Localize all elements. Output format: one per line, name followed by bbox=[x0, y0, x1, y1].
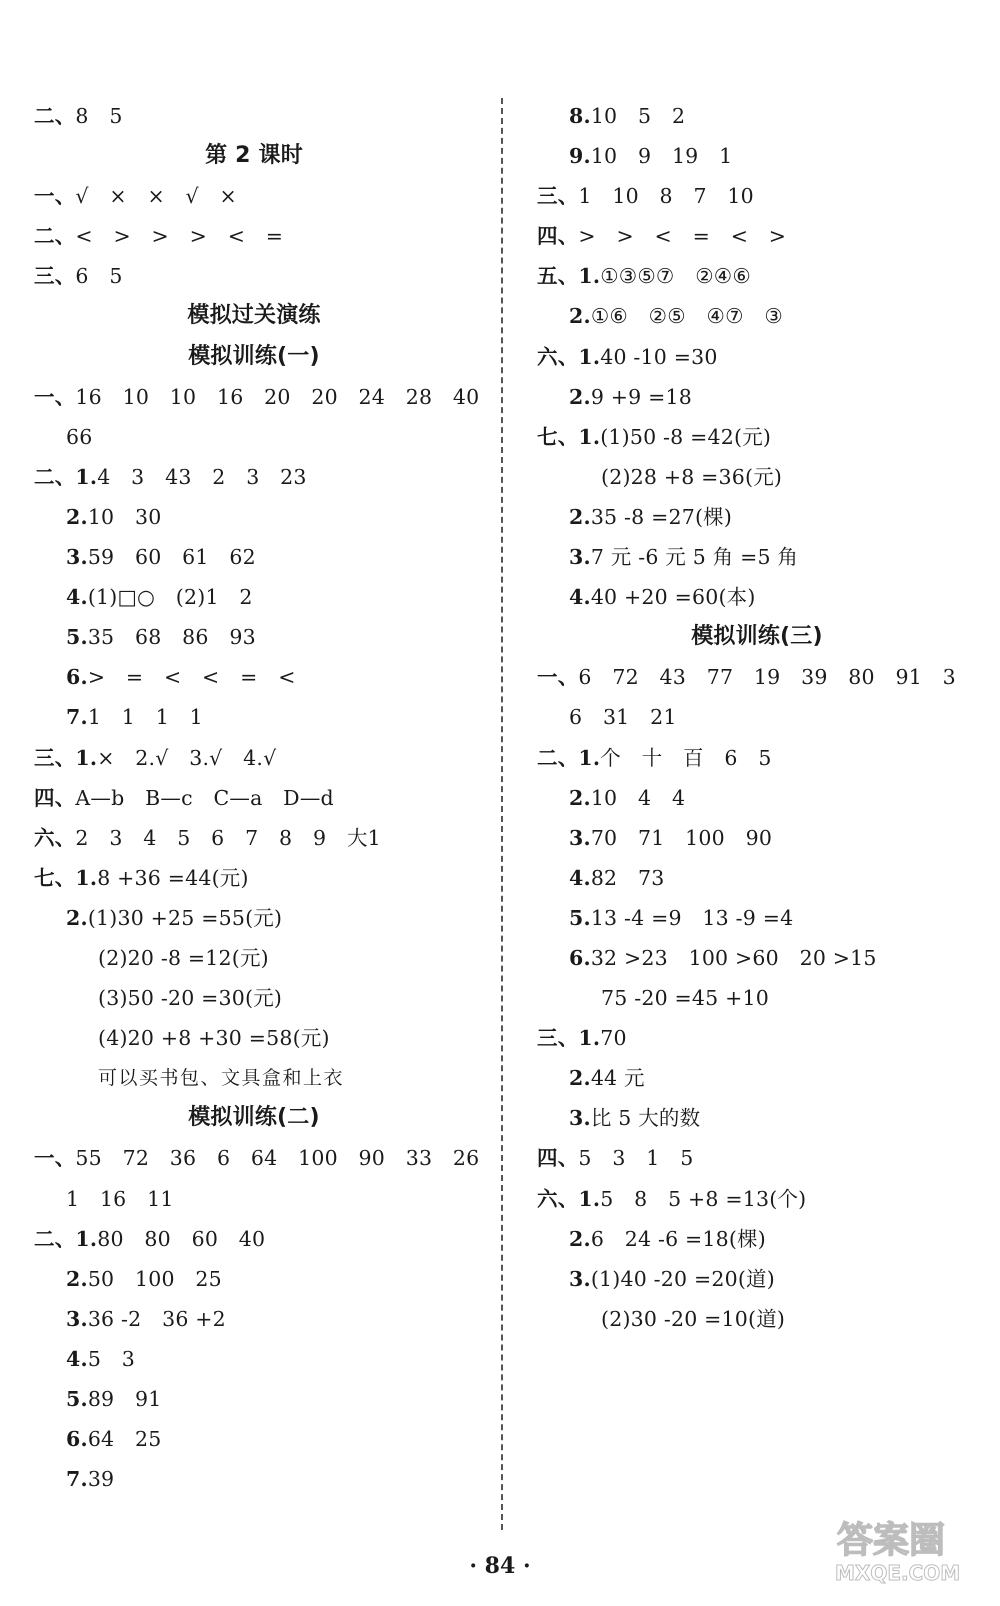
answer-line bbox=[537, 96, 977, 136]
answer-line bbox=[537, 1098, 977, 1138]
question-number: 6. bbox=[66, 1427, 88, 1452]
answer-text: 5 3 bbox=[87, 1346, 135, 1371]
answer-line bbox=[537, 577, 977, 617]
answer-text: 66 bbox=[66, 424, 93, 449]
question-number: 五、1. bbox=[537, 264, 601, 289]
answer-text: 40 +20 =60(本) bbox=[590, 585, 756, 610]
answer-line bbox=[34, 497, 474, 537]
answer-line bbox=[34, 657, 474, 697]
answer-text: A—b B—c C—a D—d bbox=[75, 785, 334, 810]
question-number: 二、1. bbox=[537, 745, 601, 770]
question-number: 3. bbox=[66, 1306, 88, 1331]
question-number: 2. bbox=[569, 504, 591, 529]
right-answer-column bbox=[537, 96, 977, 1339]
question-number: 8. bbox=[569, 104, 591, 128]
section-heading: 模拟训练(一) bbox=[188, 343, 320, 369]
question-number: 一、 bbox=[34, 1146, 76, 1171]
answer-line bbox=[34, 1259, 474, 1299]
question-number: 2. bbox=[569, 785, 591, 810]
answer-line bbox=[34, 1219, 474, 1259]
answer-text: (1)40 -20 =20(道) bbox=[590, 1266, 775, 1291]
question-number: 5. bbox=[66, 1387, 88, 1411]
question-number: 四、 bbox=[537, 224, 579, 249]
answer-text: > = < < = < bbox=[87, 665, 296, 690]
answer-text: 8 +36 =44(元) bbox=[97, 865, 249, 890]
answer-text: 35 -8 =27(棵) bbox=[590, 504, 733, 529]
question-number: 6. bbox=[569, 945, 591, 970]
answer-text: 2 3 4 5 6 7 8 9 大1 bbox=[75, 825, 381, 850]
question-number: 2. bbox=[66, 504, 88, 529]
question-number: 3. bbox=[569, 825, 591, 850]
question-number: 7. bbox=[66, 705, 88, 730]
answer-text: 80 80 60 40 bbox=[97, 1226, 266, 1251]
answer-text: 8 5 bbox=[75, 104, 123, 128]
answer-note bbox=[34, 1058, 474, 1098]
watermark-bottom-text: MXQE.COM bbox=[835, 1561, 961, 1585]
answer-text: 64 25 bbox=[87, 1427, 162, 1452]
question-number: 三、 bbox=[34, 264, 76, 289]
question-number: 3. bbox=[569, 1106, 591, 1131]
question-number: 六、 bbox=[34, 825, 76, 850]
watermark-top-text: 答案圈 bbox=[837, 1520, 946, 1561]
question-number: 3. bbox=[569, 545, 591, 570]
answer-line bbox=[34, 537, 474, 577]
answer-line bbox=[34, 1179, 474, 1219]
question-number: 三、1. bbox=[34, 745, 98, 770]
answer-line bbox=[537, 1058, 977, 1098]
answer-text: 1 1 1 1 bbox=[87, 705, 203, 730]
answer-text: ①③⑤⑦ ②④⑥ bbox=[600, 264, 751, 289]
answer-line bbox=[537, 1219, 977, 1259]
answer-line bbox=[537, 1259, 977, 1299]
answer-text: < > > > < = bbox=[75, 224, 284, 249]
answer-text: 6 5 bbox=[75, 264, 123, 289]
answer-text: 10 9 19 1 bbox=[590, 144, 733, 169]
question-number: 2. bbox=[569, 1226, 591, 1251]
answer-text: 50 100 25 bbox=[87, 1266, 222, 1291]
answer-line bbox=[34, 697, 474, 737]
question-number: 4. bbox=[569, 585, 591, 610]
answer-text: 89 91 bbox=[87, 1387, 162, 1411]
question-number: 2. bbox=[66, 905, 88, 930]
answer-text: 13 -4 =9 13 -9 =4 bbox=[590, 905, 794, 930]
answer-line bbox=[537, 497, 977, 537]
answer-text: 10 30 bbox=[87, 504, 162, 529]
question-number: 二、 bbox=[34, 104, 76, 128]
answer-line bbox=[537, 296, 977, 336]
question-number: 2. bbox=[569, 384, 591, 409]
question-number: 七、1. bbox=[537, 424, 601, 449]
answer-text: 39 bbox=[87, 1467, 115, 1492]
section-heading: 模拟过关演练 bbox=[187, 303, 321, 329]
question-number: 4. bbox=[66, 585, 88, 610]
answer-text: 个 十 百 6 5 bbox=[600, 745, 772, 770]
answer-text: 6 72 43 77 19 39 80 91 3 bbox=[578, 665, 956, 690]
question-number: 六、1. bbox=[537, 1186, 601, 1211]
answer-text: × 2.√ 3.√ 4.√ bbox=[97, 745, 277, 770]
answer-line bbox=[537, 417, 977, 457]
answer-text: 70 bbox=[600, 1026, 627, 1051]
answer-text: 5 3 1 5 bbox=[578, 1146, 694, 1171]
page-number: · 84 · bbox=[469, 1553, 531, 1579]
answer-text: 4 3 43 2 3 23 bbox=[97, 464, 307, 489]
answer-line bbox=[34, 738, 474, 778]
answer-line bbox=[34, 617, 474, 657]
question-number: 四、 bbox=[537, 1146, 579, 1171]
answer-text: 40 -10 =30 bbox=[600, 344, 718, 369]
answer-text: 32 >23 100 >60 20 >15 bbox=[590, 945, 877, 970]
answer-text: 16 10 10 16 20 20 24 28 40 bbox=[75, 384, 480, 409]
question-number: 一、 bbox=[537, 665, 579, 690]
question-number: 6. bbox=[66, 665, 88, 690]
answer-line bbox=[34, 858, 474, 898]
left-answer-column bbox=[34, 96, 480, 1499]
section-heading: 模拟训练(三) bbox=[691, 624, 823, 650]
answer-line bbox=[34, 938, 474, 978]
answer-text: 5 8 5 +8 =13(个) bbox=[600, 1186, 807, 1211]
answer-line bbox=[537, 176, 977, 216]
question-number: 5. bbox=[66, 625, 88, 650]
answer-line bbox=[537, 818, 977, 858]
answer-text: 82 73 bbox=[590, 865, 665, 890]
question-number: 七、1. bbox=[34, 865, 98, 890]
question-number: 2. bbox=[569, 1066, 591, 1091]
answer-line bbox=[537, 256, 977, 296]
answer-text: 7 元 -6 元 5 角 =5 角 bbox=[590, 545, 799, 570]
answer-line bbox=[537, 738, 977, 778]
question-number: 二、 bbox=[34, 224, 76, 249]
answer-text: 59 60 61 62 bbox=[87, 545, 256, 570]
answer-text: √ × × √ × bbox=[75, 184, 237, 209]
answer-text: 1 16 11 bbox=[66, 1186, 174, 1211]
answer-text: 10 4 4 bbox=[590, 785, 686, 810]
answer-line bbox=[34, 1419, 474, 1459]
section-heading: 模拟训练(二) bbox=[188, 1105, 320, 1131]
answer-line bbox=[34, 577, 474, 617]
answer-line bbox=[34, 1299, 474, 1339]
answer-line bbox=[34, 417, 474, 457]
question-number: 四、 bbox=[34, 785, 76, 810]
answer-text: 75 -20 =45 +10 bbox=[601, 986, 769, 1011]
answer-text: (2)20 -8 =12(元) bbox=[98, 945, 269, 970]
answer-text: 比 5 大的数 bbox=[590, 1106, 701, 1131]
question-number: 三、1. bbox=[537, 1026, 601, 1051]
question-number: 3. bbox=[66, 545, 88, 570]
question-number: 三、 bbox=[537, 184, 579, 209]
answer-line bbox=[34, 1379, 474, 1419]
question-number: 5. bbox=[569, 905, 591, 930]
question-number: 六、1. bbox=[537, 344, 601, 369]
answer-line bbox=[537, 858, 977, 898]
answer-text: 36 -2 36 +2 bbox=[87, 1306, 226, 1331]
question-number: 一、 bbox=[34, 184, 76, 209]
answer-line bbox=[537, 1018, 977, 1058]
answer-line bbox=[537, 1299, 977, 1339]
answer-line bbox=[537, 1138, 977, 1178]
answer-text: ①⑥ ②⑤ ④⑦ ③ bbox=[590, 304, 783, 329]
answer-line bbox=[34, 1339, 474, 1379]
answer-line bbox=[537, 978, 977, 1018]
question-number: 9. bbox=[569, 144, 591, 169]
answer-text: (4)20 +8 +30 =58(元) bbox=[98, 1026, 330, 1051]
answer-line bbox=[34, 1018, 474, 1058]
answer-line bbox=[34, 457, 474, 497]
answer-line bbox=[34, 377, 480, 417]
question-number: 3. bbox=[569, 1266, 591, 1291]
answer-text: 6 31 21 bbox=[569, 705, 677, 730]
question-number: 二、1. bbox=[34, 464, 98, 489]
answer-line bbox=[537, 216, 977, 256]
answer-line bbox=[537, 898, 977, 938]
answer-text: (3)50 -20 =30(元) bbox=[98, 986, 283, 1011]
answer-line bbox=[537, 697, 977, 737]
answer-text: (2)28 +8 =36(元) bbox=[601, 464, 783, 489]
answer-line bbox=[537, 337, 977, 377]
question-number: 4. bbox=[66, 1346, 88, 1371]
answer-text: (2)30 -20 =10(道) bbox=[601, 1306, 786, 1331]
answer-line bbox=[34, 256, 474, 296]
answer-line bbox=[537, 537, 977, 577]
answer-text: 1 10 8 7 10 bbox=[578, 184, 754, 209]
answer-text: (1)50 -8 =42(元) bbox=[600, 424, 772, 449]
answer-text: (1)30 +25 =55(元) bbox=[87, 905, 283, 930]
answer-line bbox=[537, 377, 977, 417]
answer-line bbox=[34, 1459, 474, 1499]
answer-text: 55 72 36 6 64 100 90 33 26 bbox=[75, 1146, 480, 1171]
answer-text: 可以买书包、文具盒和上衣 bbox=[98, 1067, 345, 1090]
answer-text: (1)□○ (2)1 2 bbox=[87, 585, 253, 610]
answer-line bbox=[34, 978, 474, 1018]
answer-line bbox=[537, 136, 977, 176]
answer-line bbox=[34, 1138, 480, 1178]
answer-line bbox=[34, 96, 474, 136]
answer-text: > > < = < > bbox=[578, 224, 787, 249]
question-number: 4. bbox=[569, 865, 591, 890]
answer-line bbox=[34, 778, 474, 818]
answer-line bbox=[537, 657, 977, 697]
section-heading: 第 2 课时 bbox=[205, 143, 303, 169]
question-number: 7. bbox=[66, 1467, 88, 1492]
answer-line bbox=[537, 1179, 977, 1219]
answer-line bbox=[537, 457, 977, 497]
answer-text: 6 24 -6 =18(棵) bbox=[590, 1226, 767, 1251]
question-number: 2. bbox=[569, 304, 591, 329]
answer-line bbox=[34, 216, 474, 256]
question-number: 一、 bbox=[34, 384, 76, 409]
watermark-logo bbox=[831, 1512, 986, 1586]
answer-text: 10 5 2 bbox=[590, 104, 686, 128]
question-number: 二、1. bbox=[34, 1226, 98, 1251]
column-divider bbox=[501, 98, 503, 1530]
answer-text: 9 +9 =18 bbox=[590, 384, 692, 409]
answer-text: 44 元 bbox=[590, 1066, 645, 1091]
answer-text: 35 68 86 93 bbox=[87, 625, 256, 650]
answer-line bbox=[34, 176, 474, 216]
answer-line bbox=[34, 818, 474, 858]
answer-line bbox=[34, 898, 474, 938]
answer-line bbox=[537, 778, 977, 818]
answer-text: 70 71 100 90 bbox=[590, 825, 773, 850]
answer-line bbox=[537, 938, 977, 978]
question-number: 2. bbox=[66, 1266, 88, 1291]
